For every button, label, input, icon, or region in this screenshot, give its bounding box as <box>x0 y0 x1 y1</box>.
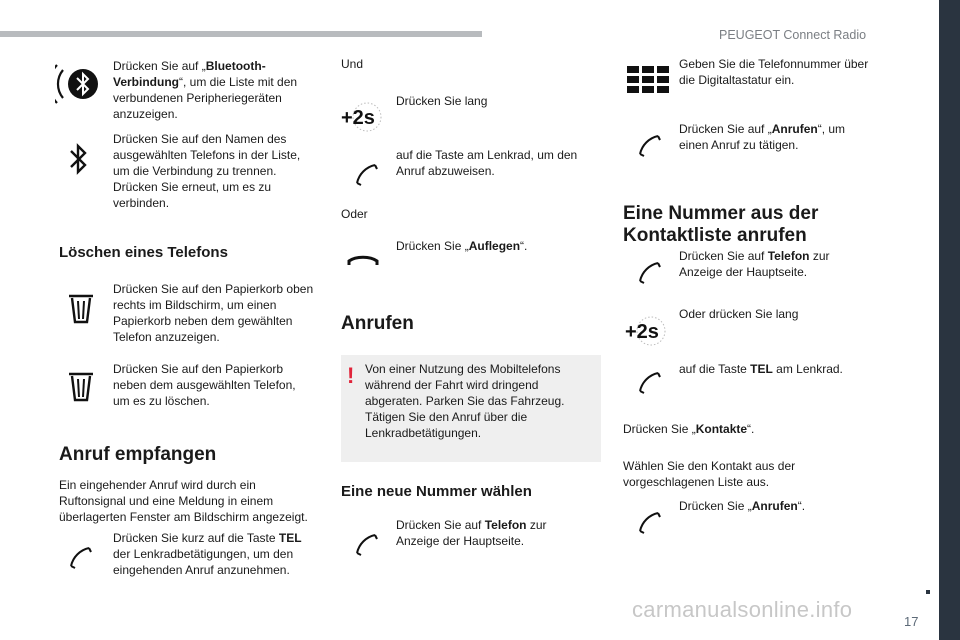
new-number-heading: Eine neue Nummer wählen <box>341 483 532 500</box>
phone-icon <box>636 509 662 535</box>
call-heading: Anrufen <box>341 313 414 334</box>
delete-step-1: Drücken Sie auf den Papierkorb oben rechts im Bildschirm, um einen Papierkorb neben dem gewählten Telefon anzuzeigen. <box>113 282 314 344</box>
trash-icon <box>67 370 95 402</box>
contact-telefon-step: Drücken Sie auf Telefon zur Anzeige der Hauptseite. <box>679 249 830 279</box>
keypad-icon <box>627 66 669 94</box>
contact-heading: Eine Nummer aus der Kontaktliste anrufen <box>623 203 819 246</box>
oder-long-text: Oder drücken Sie lang <box>679 307 799 321</box>
keypad-text: Geben Sie die Telefonnummer über die Digitaltastatur ein. <box>679 57 869 87</box>
plus-2s-icon <box>624 314 666 348</box>
anrufen-step-1: Drücken Sie auf „Anrufen“, um einen Anruf zu tätigen. <box>679 122 846 152</box>
tel-wheel-text: auf die Taste TEL am Lenkrad. <box>679 362 843 376</box>
phone-icon <box>67 544 93 570</box>
telefon-step: Drücken Sie auf Telefon zur Anzeige der Hauptseite. <box>396 518 547 548</box>
phone-icon <box>636 132 662 158</box>
phone-icon <box>636 259 662 285</box>
oder-text: Oder <box>341 207 368 221</box>
receive-call-step: Drücken Sie kurz auf die Taste TEL der Lenkradbetätigungen, um den eingehenden Anruf anzunehmen. <box>113 531 302 577</box>
long-press-text: Drücken Sie lang <box>396 94 488 108</box>
phone-icon <box>353 161 379 187</box>
bluetooth-icon <box>68 142 90 176</box>
svg-text:+2s: +2s <box>341 107 375 129</box>
page-number: 17 <box>904 614 919 629</box>
wheel-reject-text: auf die Taste am Lenkrad, um den Anruf abzuweisen. <box>396 148 578 178</box>
choose-contact-text: Wählen Sie den Kontakt aus der vorgeschlagenen Liste aus. <box>623 459 796 489</box>
hangup-icon <box>346 254 380 268</box>
receive-call-paragraph: Ein eingehender Anruf wird durch ein Ruftonsignal und eine Meldung in einem überlagerten Fenster am Bildschirm angezeigt. <box>59 478 308 524</box>
bluetooth-icon <box>55 60 105 108</box>
header-bar <box>0 31 482 37</box>
warning-box <box>341 355 601 462</box>
trash-icon <box>67 292 95 324</box>
bt-device-text: Drücken Sie auf den Namen des ausgewählten Telefons in der Liste, um die Verbindung zu trennen. Drücken Sie erneut, um es zu verbinden. <box>113 132 301 210</box>
und-text: Und <box>341 57 364 71</box>
anrufen-step-2: Drücken Sie „Anrufen“. <box>679 499 806 513</box>
kontakte-text: Drücken Sie „Kontakte“. <box>623 422 755 436</box>
receive-call-heading: Anruf empfangen <box>59 444 217 465</box>
svg-text:+2s: +2s <box>625 321 659 343</box>
bt-connection-text: Drücken Sie auf „Bluetooth-Verbindung“, um die Liste mit den verbundenen Peripheriegeräten anzuzeigen. <box>113 59 298 121</box>
phone-icon <box>353 531 379 557</box>
plus-2s-icon <box>340 100 382 134</box>
delete-phone-heading: Löschen eines Telefons <box>59 244 228 261</box>
watermark: carmanualsonline.info <box>632 597 853 622</box>
sidebar-band <box>939 0 960 640</box>
delete-step-2: Drücken Sie auf den Papierkorb neben dem ausgewählten Telefon, um es zu löschen. <box>113 362 296 408</box>
warning-text: Von einer Nutzung des Mobiltelefons während der Fahrt wird dringend abgeraten. Parken Sie das Fahrzeug. Tätigen Sie den Anruf über die Lenkradbetätigungen. <box>365 362 565 440</box>
hangup-text: Drücken Sie „Auflegen“. <box>396 239 528 253</box>
phone-icon <box>636 369 662 395</box>
page-dot <box>926 590 930 594</box>
header-title: PEUGEOT Connect Radio <box>719 28 867 42</box>
warning-icon: ! <box>347 363 355 388</box>
